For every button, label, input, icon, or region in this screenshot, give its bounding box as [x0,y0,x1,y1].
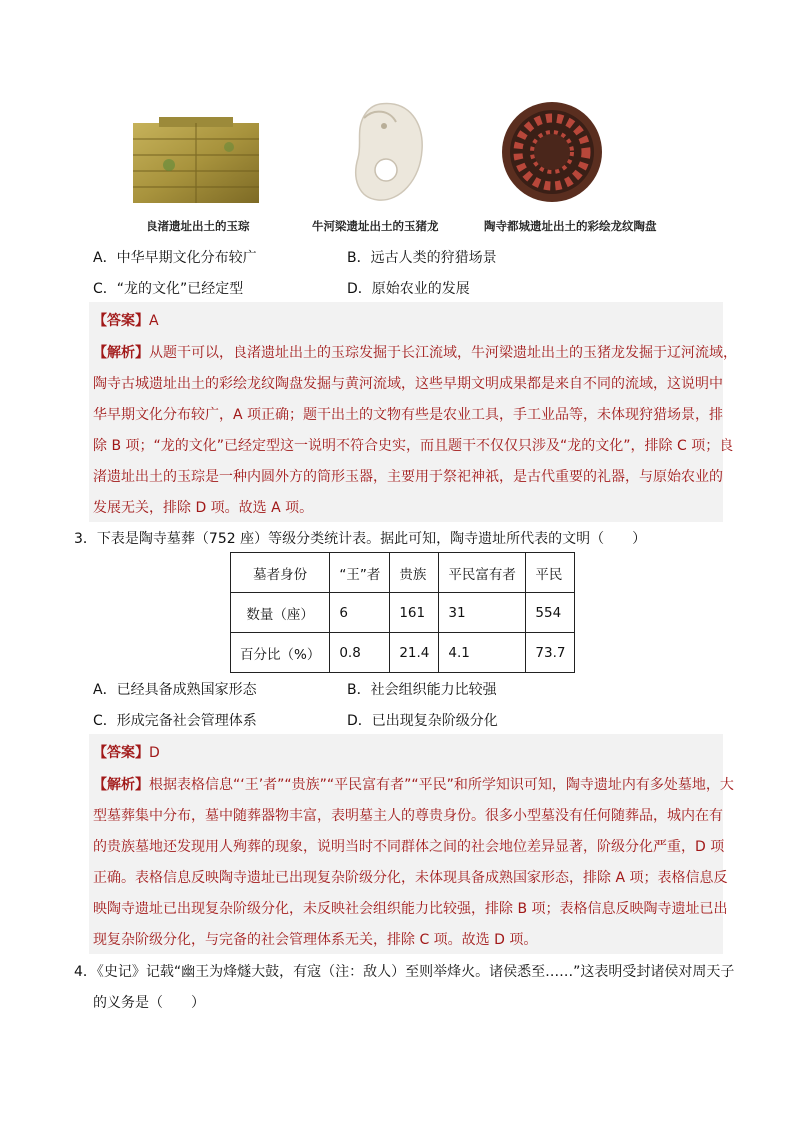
analysis-line: 发展无关，排除 D 项。故选 A 项。 [93,500,314,516]
answer-line [93,742,160,762]
question-stem: 3．下表是陶寺墓葬（752 座）等级分类统计表。据此可知，陶寺遗址所代表的文明（ ） [74,531,647,547]
analysis-line: 除 B 项；“龙的文化”已经定型这一说明不符合史实，而且题干不仅仅只涉及“龙的文化”，排除 C 项；良 [93,438,734,454]
option-c: C．“龙的文化”已经定型 [93,281,244,297]
table-cell: 百分比（%） [231,633,330,673]
jade-pig-dragon-image [350,100,426,205]
question-stem: 4．《史记》记载“幽王为烽燧大鼓，有寇（注：敌人）至则举烽火。诸侯悉至……”这表明受封诸侯对周天子 [74,964,735,980]
answer-block [89,734,734,954]
table-header-row [231,553,575,593]
analysis-tag: 【解析】 [93,777,149,793]
option-d: D．已出现复杂阶级分化 [347,713,498,729]
question-stem: 的义务是（ ） [93,995,205,1011]
table-header-cell: 平民富有者 [439,553,526,593]
table-cell: 73.7 [526,633,575,673]
analysis-line: 映陶寺遗址已出现复杂阶级分化，未反映社会组织能力比较强，排除 B 项；表格信息反映陶寺遗址已出 [93,901,728,917]
table-cell: 161 [390,593,439,633]
table-cell: 6 [330,593,390,633]
answer-line [93,310,159,330]
table-cell: 554 [526,593,575,633]
answer-tag: 【答案】 [93,745,149,761]
analysis-line: 现复杂阶级分化，与完备的社会管理体系无关，排除 C 项。故选 D 项。 [93,932,538,948]
table-cell: 0.8 [330,633,390,673]
table-cell: 31 [439,593,526,633]
option-d: D．原始农业的发展 [347,281,470,297]
table-header-cell: 平民 [526,553,575,593]
tomb-statistics-table [230,552,575,673]
analysis-line: 华早期文化分布较广，A 项正确；题干出土的文物有些是农业工具，手工业品等，未体现狩猎场景，排 [93,407,724,423]
table-cell: 数量（座） [231,593,330,633]
figure-caption: 良渚遗址出土的玉琮 [146,219,250,233]
analysis-line: 陶寺古城遗址出土的彩绘龙纹陶盘发掘与黄河流域，这些早期文明成果都是来自不同的流域，这说明中 [93,376,723,392]
option-a: A．已经具备成熟国家形态 [93,682,257,698]
option-b: B．社会组织能力比较强 [347,682,497,698]
answer-value: A [149,313,159,329]
analysis-line: 型墓葬集中分布，墓中随葬器物丰富，表明墓主人的尊贵身份。很多小型墓没有任何随葬品，城内在有 [93,808,723,824]
jade-cong-image [129,117,263,205]
table-cell: 21.4 [390,633,439,673]
option-c: C．形成完备社会管理体系 [93,713,257,729]
table-header-cell: “王”者 [330,553,390,593]
table-header-cell: 墓者身份 [231,553,330,593]
figure-caption: 牛河梁遗址出土的玉猪龙 [312,219,439,233]
answer-value: D [149,745,160,761]
analysis-line: 正确。表格信息反映陶寺遗址已出现复杂阶级分化，未体现具备成熟国家形态，排除 A 项；表格信息反 [93,870,728,886]
analysis-tag: 【解析】 [93,345,149,361]
table-header-cell: 贵族 [390,553,439,593]
option-b: B．远古人类的狩猎场景 [347,250,497,266]
table-row [231,633,575,673]
answer-block [89,302,737,522]
table-row [231,593,575,633]
analysis-line: 渚遗址出土的玉琮是一种内圆外方的筒形玉器，主要用于祭祀神祇，是古代重要的礼器，与原始农业的 [93,469,723,485]
answer-tag: 【答案】 [93,313,149,329]
analysis-line: 【解析】根据表格信息“‘王’者”“贵族”“平民富有者”“平民”和所学知识可知，陶寺遗址内有多处墓地，大 [93,777,734,793]
option-a: A．中华早期文化分布较广 [93,250,257,266]
analysis-line: 的贵族墓地还发现用人殉葬的现象，说明当时不同群体之间的社会地位差异显著，阶级分化严重，D 项 [93,839,725,855]
table-cell: 4.1 [439,633,526,673]
analysis-line: 【解析】从题干可以，良渚遗址出土的玉琮发掘于长江流域，牛河梁遗址出土的玉猪龙发掘于辽河流域， [93,345,737,361]
figure-caption: 陶寺都城遗址出土的彩绘龙纹陶盘 [484,219,657,233]
painted-dragon-plate-image [500,100,604,205]
